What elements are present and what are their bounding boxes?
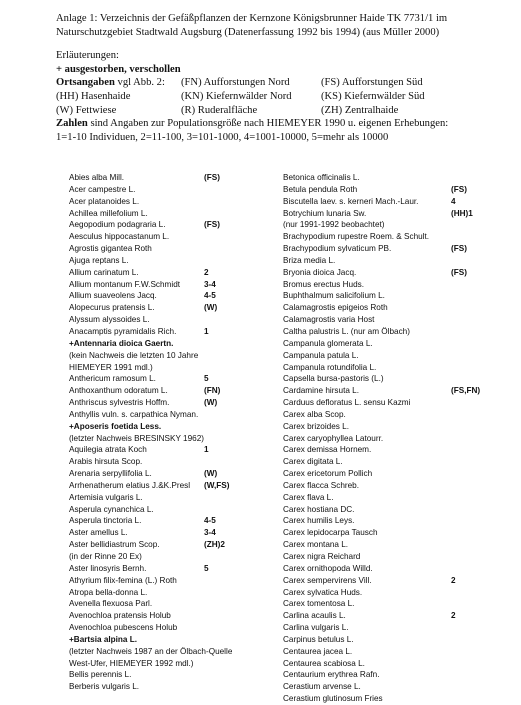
species-name: Brachypodium sylvaticum PB. bbox=[283, 244, 392, 254]
species-note bbox=[69, 551, 281, 563]
species-code: 3-4 bbox=[204, 279, 216, 289]
legend-fn: (FN) Aufforstungen Nord bbox=[181, 77, 290, 89]
species-row bbox=[283, 326, 517, 338]
species-row bbox=[69, 255, 281, 267]
species-name: (kein Nachweis die letzten 10 Jahre bbox=[69, 350, 199, 360]
species-code: 5 bbox=[204, 374, 209, 384]
species-code: 2 bbox=[451, 575, 456, 585]
species-row bbox=[69, 598, 281, 610]
species-row bbox=[69, 196, 281, 208]
species-name: Carex brizoides L. bbox=[283, 421, 349, 431]
species-code: 4 bbox=[451, 196, 456, 206]
species-name: Alyssum alyssoides L. bbox=[69, 315, 150, 325]
species-row bbox=[283, 492, 517, 504]
species-name: Brachypodium rupestre Roem. & Schult. bbox=[283, 232, 430, 242]
species-name: Carex flacca Schreb. bbox=[283, 480, 359, 490]
species-name: Bellis perennis L. bbox=[69, 670, 132, 680]
species-row bbox=[283, 598, 517, 610]
species-name: Bryonia dioica Jacq. bbox=[283, 267, 357, 277]
species-row bbox=[283, 587, 517, 599]
legend-kn: (KN) Kiefernwälder Nord bbox=[181, 90, 292, 102]
species-row bbox=[283, 196, 517, 208]
species-row bbox=[69, 172, 281, 184]
species-name: Anthoxanthum odoratum L. bbox=[69, 386, 168, 396]
species-note bbox=[283, 219, 517, 231]
species-name: Carpinus betulus L. bbox=[283, 634, 354, 644]
species-name: Centaurium erythrea Rafn. bbox=[283, 670, 380, 680]
species-row bbox=[69, 527, 281, 539]
species-name: Centaurea jacea L. bbox=[283, 646, 353, 656]
species-row bbox=[283, 290, 517, 302]
species-row bbox=[283, 279, 517, 291]
species-row bbox=[283, 409, 517, 421]
species-name: Carex caryophyllea Latourr. bbox=[283, 433, 384, 443]
species-name: (in der Rinne 20 Ex) bbox=[69, 552, 142, 561]
species-name: Aster bellidiastrum Scop. bbox=[69, 540, 160, 550]
species-row bbox=[69, 326, 281, 338]
species-row bbox=[283, 515, 517, 527]
species-code: (W) bbox=[204, 469, 218, 479]
species-row bbox=[69, 421, 281, 433]
species-name: Arenaria serpyllifolia L. bbox=[69, 469, 152, 479]
species-row bbox=[69, 456, 281, 468]
species-row bbox=[283, 314, 517, 326]
species-name: Biscutella laev. s. kerneri Mach.-Laur. bbox=[283, 196, 419, 206]
extinct-legend: + ausgestorben, verschollen bbox=[56, 63, 181, 75]
species-code: (FS) bbox=[451, 184, 467, 194]
species-row bbox=[69, 492, 281, 504]
species-code: 1 bbox=[204, 445, 209, 455]
species-name: Carex nigra Reichard bbox=[283, 552, 361, 561]
species-row bbox=[283, 527, 517, 539]
species-name: Carex alba Scop. bbox=[283, 409, 346, 419]
species-note bbox=[69, 646, 281, 658]
species-name: Carex hostiana DC. bbox=[283, 504, 355, 514]
species-name: Aquilegia atrata Koch bbox=[69, 445, 147, 455]
species-row bbox=[69, 504, 281, 516]
legend-fs: (FS) Aufforstungen Süd bbox=[321, 77, 423, 89]
species-row bbox=[283, 243, 517, 255]
legend-w: (W) Fettwiese bbox=[56, 104, 117, 116]
species-code: (ZH)2 bbox=[204, 540, 225, 550]
species-row bbox=[69, 397, 281, 409]
species-row bbox=[283, 172, 517, 184]
species-code: (FS) bbox=[451, 244, 467, 254]
species-row bbox=[283, 267, 517, 279]
species-name: +Bartsia alpina L. bbox=[69, 634, 138, 644]
species-code: 3-4 bbox=[204, 528, 216, 538]
species-row bbox=[69, 539, 281, 551]
species-code: (W) bbox=[204, 398, 218, 408]
species-name: Cardamine hirsuta L. bbox=[283, 386, 359, 396]
species-name: Carex ericetorum Pollich bbox=[283, 469, 373, 479]
species-row bbox=[283, 373, 517, 385]
species-name: Anthriscus sylvestris Hoffm. bbox=[69, 398, 170, 408]
species-name: Carex ornithopoda Willd. bbox=[283, 563, 373, 573]
species-code: 2 bbox=[204, 267, 209, 277]
species-row bbox=[283, 433, 517, 445]
species-code: (FS,FN) bbox=[451, 386, 481, 396]
species-name: Carex sempervirens Vill. bbox=[283, 575, 372, 585]
species-row bbox=[283, 575, 517, 587]
species-row bbox=[69, 563, 281, 575]
species-row bbox=[283, 255, 517, 267]
species-name: Carex demissa Hornem. bbox=[283, 445, 372, 455]
species-list-right bbox=[283, 172, 517, 705]
species-name: Betula pendula Roth bbox=[283, 184, 358, 194]
population-scale: 1=1-10 Individuen, 2=11-100, 3=101-1000, 4=1001-10000, 5=mehr als 10000 bbox=[56, 131, 389, 143]
species-row bbox=[283, 646, 517, 658]
species-row bbox=[283, 681, 517, 693]
species-row bbox=[283, 480, 517, 492]
species-name: Artemisia vulgaris L. bbox=[69, 492, 143, 502]
species-row bbox=[283, 362, 517, 374]
species-code: (W,FS) bbox=[204, 480, 230, 490]
species-name: Aegopodium podagraria L. bbox=[69, 220, 166, 230]
species-row bbox=[283, 634, 517, 646]
species-row bbox=[283, 693, 517, 705]
species-code: 4-5 bbox=[204, 516, 216, 526]
species-name: (letzter Nachweis 1987 an der Ölbach-Quelle bbox=[69, 646, 233, 656]
document-header bbox=[56, 12, 516, 144]
species-name: Aster amellus L. bbox=[69, 528, 128, 538]
species-name: Asperula cynanchica L. bbox=[69, 504, 154, 514]
species-row bbox=[283, 338, 517, 350]
species-row bbox=[69, 610, 281, 622]
species-row bbox=[283, 563, 517, 575]
species-note bbox=[69, 362, 281, 374]
species-name: Capsella bursa-pastoris (L.) bbox=[283, 374, 384, 384]
species-row bbox=[69, 184, 281, 196]
species-row bbox=[69, 302, 281, 314]
species-code: 5 bbox=[204, 563, 209, 573]
numbers-legend: Zahlen sind Angaben zur Populationsgröße nach HIEMEYER 1990 u. eigenen Erhebungen: bbox=[56, 118, 449, 130]
species-row bbox=[69, 515, 281, 527]
legend-hh: (HH) Hasenhaide bbox=[56, 90, 131, 102]
species-name: Acer platanoides L. bbox=[69, 196, 140, 206]
species-name: West-Ufer, HIEMEYER 1992 mdl.) bbox=[69, 658, 194, 668]
species-name: Carlina acaulis L. bbox=[283, 611, 346, 621]
species-name: Carex sylvatica Huds. bbox=[283, 587, 363, 597]
species-name: Anthyllis vuln. s. carpathica Nyman. bbox=[69, 409, 199, 419]
species-name: Athyrium filix-femina (L.) Roth bbox=[69, 575, 177, 585]
species-row bbox=[69, 314, 281, 326]
species-code: 2 bbox=[451, 611, 456, 621]
species-name: Acer campestre L. bbox=[69, 184, 136, 194]
species-name: Carex digitata L. bbox=[283, 457, 343, 467]
species-name: Carex montana L. bbox=[283, 540, 349, 550]
species-row bbox=[283, 539, 517, 551]
species-name: Carex humilis Leys. bbox=[283, 516, 355, 526]
title-line-1: Anlage 1: Verzeichnis der Gefäßpflanzen der Kernzone Königsbrunner Haide TK 7731/1 im bbox=[56, 13, 448, 24]
species-row bbox=[283, 385, 517, 397]
species-code: (HH)1 bbox=[451, 208, 473, 218]
species-code: (W) bbox=[204, 303, 218, 313]
species-row bbox=[69, 587, 281, 599]
species-name: Betonica officinalis L. bbox=[283, 173, 360, 182]
species-row bbox=[283, 350, 517, 362]
species-name: Avenella flexuosa Parl. bbox=[69, 599, 153, 609]
species-row bbox=[69, 444, 281, 456]
species-note bbox=[69, 658, 281, 670]
species-row bbox=[69, 279, 281, 291]
species-row bbox=[283, 444, 517, 456]
location-legend-row-1: Ortsangaben vgl Abb. 2: (FN) Aufforstungen Nord (FS) Aufforstungen Süd bbox=[56, 77, 423, 89]
species-row bbox=[69, 409, 281, 421]
species-row bbox=[69, 373, 281, 385]
species-row bbox=[69, 634, 281, 646]
species-row bbox=[283, 669, 517, 681]
species-row bbox=[69, 669, 281, 681]
species-name: (nur 1991-1992 beobachtet) bbox=[283, 220, 385, 230]
species-name: Aster linosyris Bernh. bbox=[69, 563, 147, 573]
species-name: HIEMEYER 1991 mdl.) bbox=[69, 362, 153, 372]
species-row bbox=[69, 385, 281, 397]
species-row bbox=[69, 231, 281, 243]
species-name: Campanula rotundifolia L. bbox=[283, 362, 377, 372]
species-row bbox=[69, 468, 281, 480]
species-row bbox=[69, 219, 281, 231]
species-row bbox=[283, 610, 517, 622]
species-name: Anacamptis pyramidalis Rich. bbox=[69, 326, 177, 336]
species-row bbox=[283, 208, 517, 220]
species-row bbox=[283, 622, 517, 634]
species-name: Campanula glomerata L. bbox=[283, 338, 373, 348]
species-row bbox=[69, 622, 281, 634]
species-name: Alopecurus pratensis L. bbox=[69, 303, 155, 313]
species-row bbox=[283, 658, 517, 670]
legend-zh: (ZH) Zentralhaide bbox=[321, 104, 399, 116]
species-name: Agrostis gigantea Roth bbox=[69, 244, 152, 254]
species-name: Avenochloa pubescens Holub bbox=[69, 623, 178, 633]
species-row bbox=[283, 397, 517, 409]
species-list-left bbox=[69, 172, 281, 693]
species-row bbox=[69, 208, 281, 220]
species-row bbox=[283, 504, 517, 516]
species-code: (FN) bbox=[204, 386, 221, 396]
species-row bbox=[69, 267, 281, 279]
species-note bbox=[69, 350, 281, 362]
species-name: Cerastium arvense L. bbox=[283, 682, 361, 692]
species-name: Buphthalmum salicifolium L. bbox=[283, 291, 385, 301]
species-name: Abies alba Mill. bbox=[69, 173, 125, 182]
species-row bbox=[69, 575, 281, 587]
species-name: Carex lepidocarpa Tausch bbox=[283, 528, 378, 538]
species-name: Ajuga reptans L. bbox=[69, 255, 129, 265]
species-code: 1 bbox=[204, 326, 209, 336]
species-name: Allium suaveolens Jacq. bbox=[69, 291, 157, 301]
species-name: Cerastium glutinosum Fries bbox=[283, 694, 383, 704]
species-name: Carduus defloratus L. sensu Kazmi bbox=[283, 398, 411, 408]
species-name: Centaurea scabiosa L. bbox=[283, 658, 365, 668]
species-name: Allium montanum F.W.Schmidt bbox=[69, 279, 181, 289]
species-name: Atropa bella-donna L. bbox=[69, 587, 148, 597]
species-name: Arabis hirsuta Scop. bbox=[69, 457, 143, 467]
species-row bbox=[69, 338, 281, 350]
species-name: Calamagrostis varia Host bbox=[283, 315, 375, 325]
species-row bbox=[283, 231, 517, 243]
species-name: Briza media L. bbox=[283, 255, 336, 265]
species-row bbox=[283, 184, 517, 196]
species-name: Allium carinatum L. bbox=[69, 267, 139, 277]
explanations-heading: Erläuterungen: bbox=[56, 50, 119, 62]
species-code: (FS) bbox=[204, 173, 220, 182]
species-name: Berberis vulgaris L. bbox=[69, 682, 140, 692]
legend-r: (R) Ruderalfläche bbox=[181, 104, 258, 116]
species-code: (FS) bbox=[451, 267, 467, 277]
species-name: +Aposeris foetida Less. bbox=[69, 421, 162, 431]
species-row bbox=[69, 480, 281, 492]
species-name: Asperula tinctoria L. bbox=[69, 516, 142, 526]
species-row bbox=[283, 456, 517, 468]
species-row bbox=[283, 302, 517, 314]
species-name: Arrhenatherum elatius J.&K.Presl bbox=[69, 480, 191, 490]
species-row bbox=[283, 551, 517, 563]
species-row bbox=[283, 468, 517, 480]
species-row bbox=[69, 243, 281, 255]
species-name: Carex tomentosa L. bbox=[283, 599, 355, 609]
species-name: Aesculus hippocastanum L. bbox=[69, 232, 170, 242]
species-name: Caltha palustris L. (nur am Ölbach) bbox=[283, 326, 410, 336]
species-name: Botrychium lunaria Sw. bbox=[283, 208, 367, 218]
species-name: Campanula patula L. bbox=[283, 350, 359, 360]
species-code: 4-5 bbox=[204, 291, 216, 301]
orts-label: Ortsangaben bbox=[56, 77, 115, 89]
species-name: Carlina vulgaris L. bbox=[283, 623, 349, 633]
location-legend-row-3 bbox=[56, 104, 516, 118]
species-note bbox=[69, 433, 281, 445]
location-legend-row-2 bbox=[56, 90, 516, 104]
species-code: (FS) bbox=[204, 220, 220, 230]
species-name: (letzter Nachweis BRESINSKY 1962) bbox=[69, 433, 204, 443]
species-name: Bromus erectus Huds. bbox=[283, 279, 364, 289]
species-name: Carex flava L. bbox=[283, 492, 334, 502]
species-name: Anthericum ramosum L. bbox=[69, 374, 156, 384]
title-line-2: Naturschutzgebiet Stadtwald Augsburg (Datenerfassung 1992 bis 1994) (aus Müller 2000) bbox=[56, 26, 440, 38]
species-name: Achillea millefolium L. bbox=[69, 208, 148, 218]
species-row bbox=[69, 681, 281, 693]
species-name: +Antennaria dioica Gaertn. bbox=[69, 338, 174, 348]
species-row bbox=[69, 290, 281, 302]
species-row bbox=[283, 421, 517, 433]
species-name: Calamagrostis epigeios Roth bbox=[283, 303, 388, 313]
legend-ks: (KS) Kiefernwälder Süd bbox=[321, 90, 425, 102]
species-name: Avenochloa pratensis Holub bbox=[69, 611, 171, 621]
